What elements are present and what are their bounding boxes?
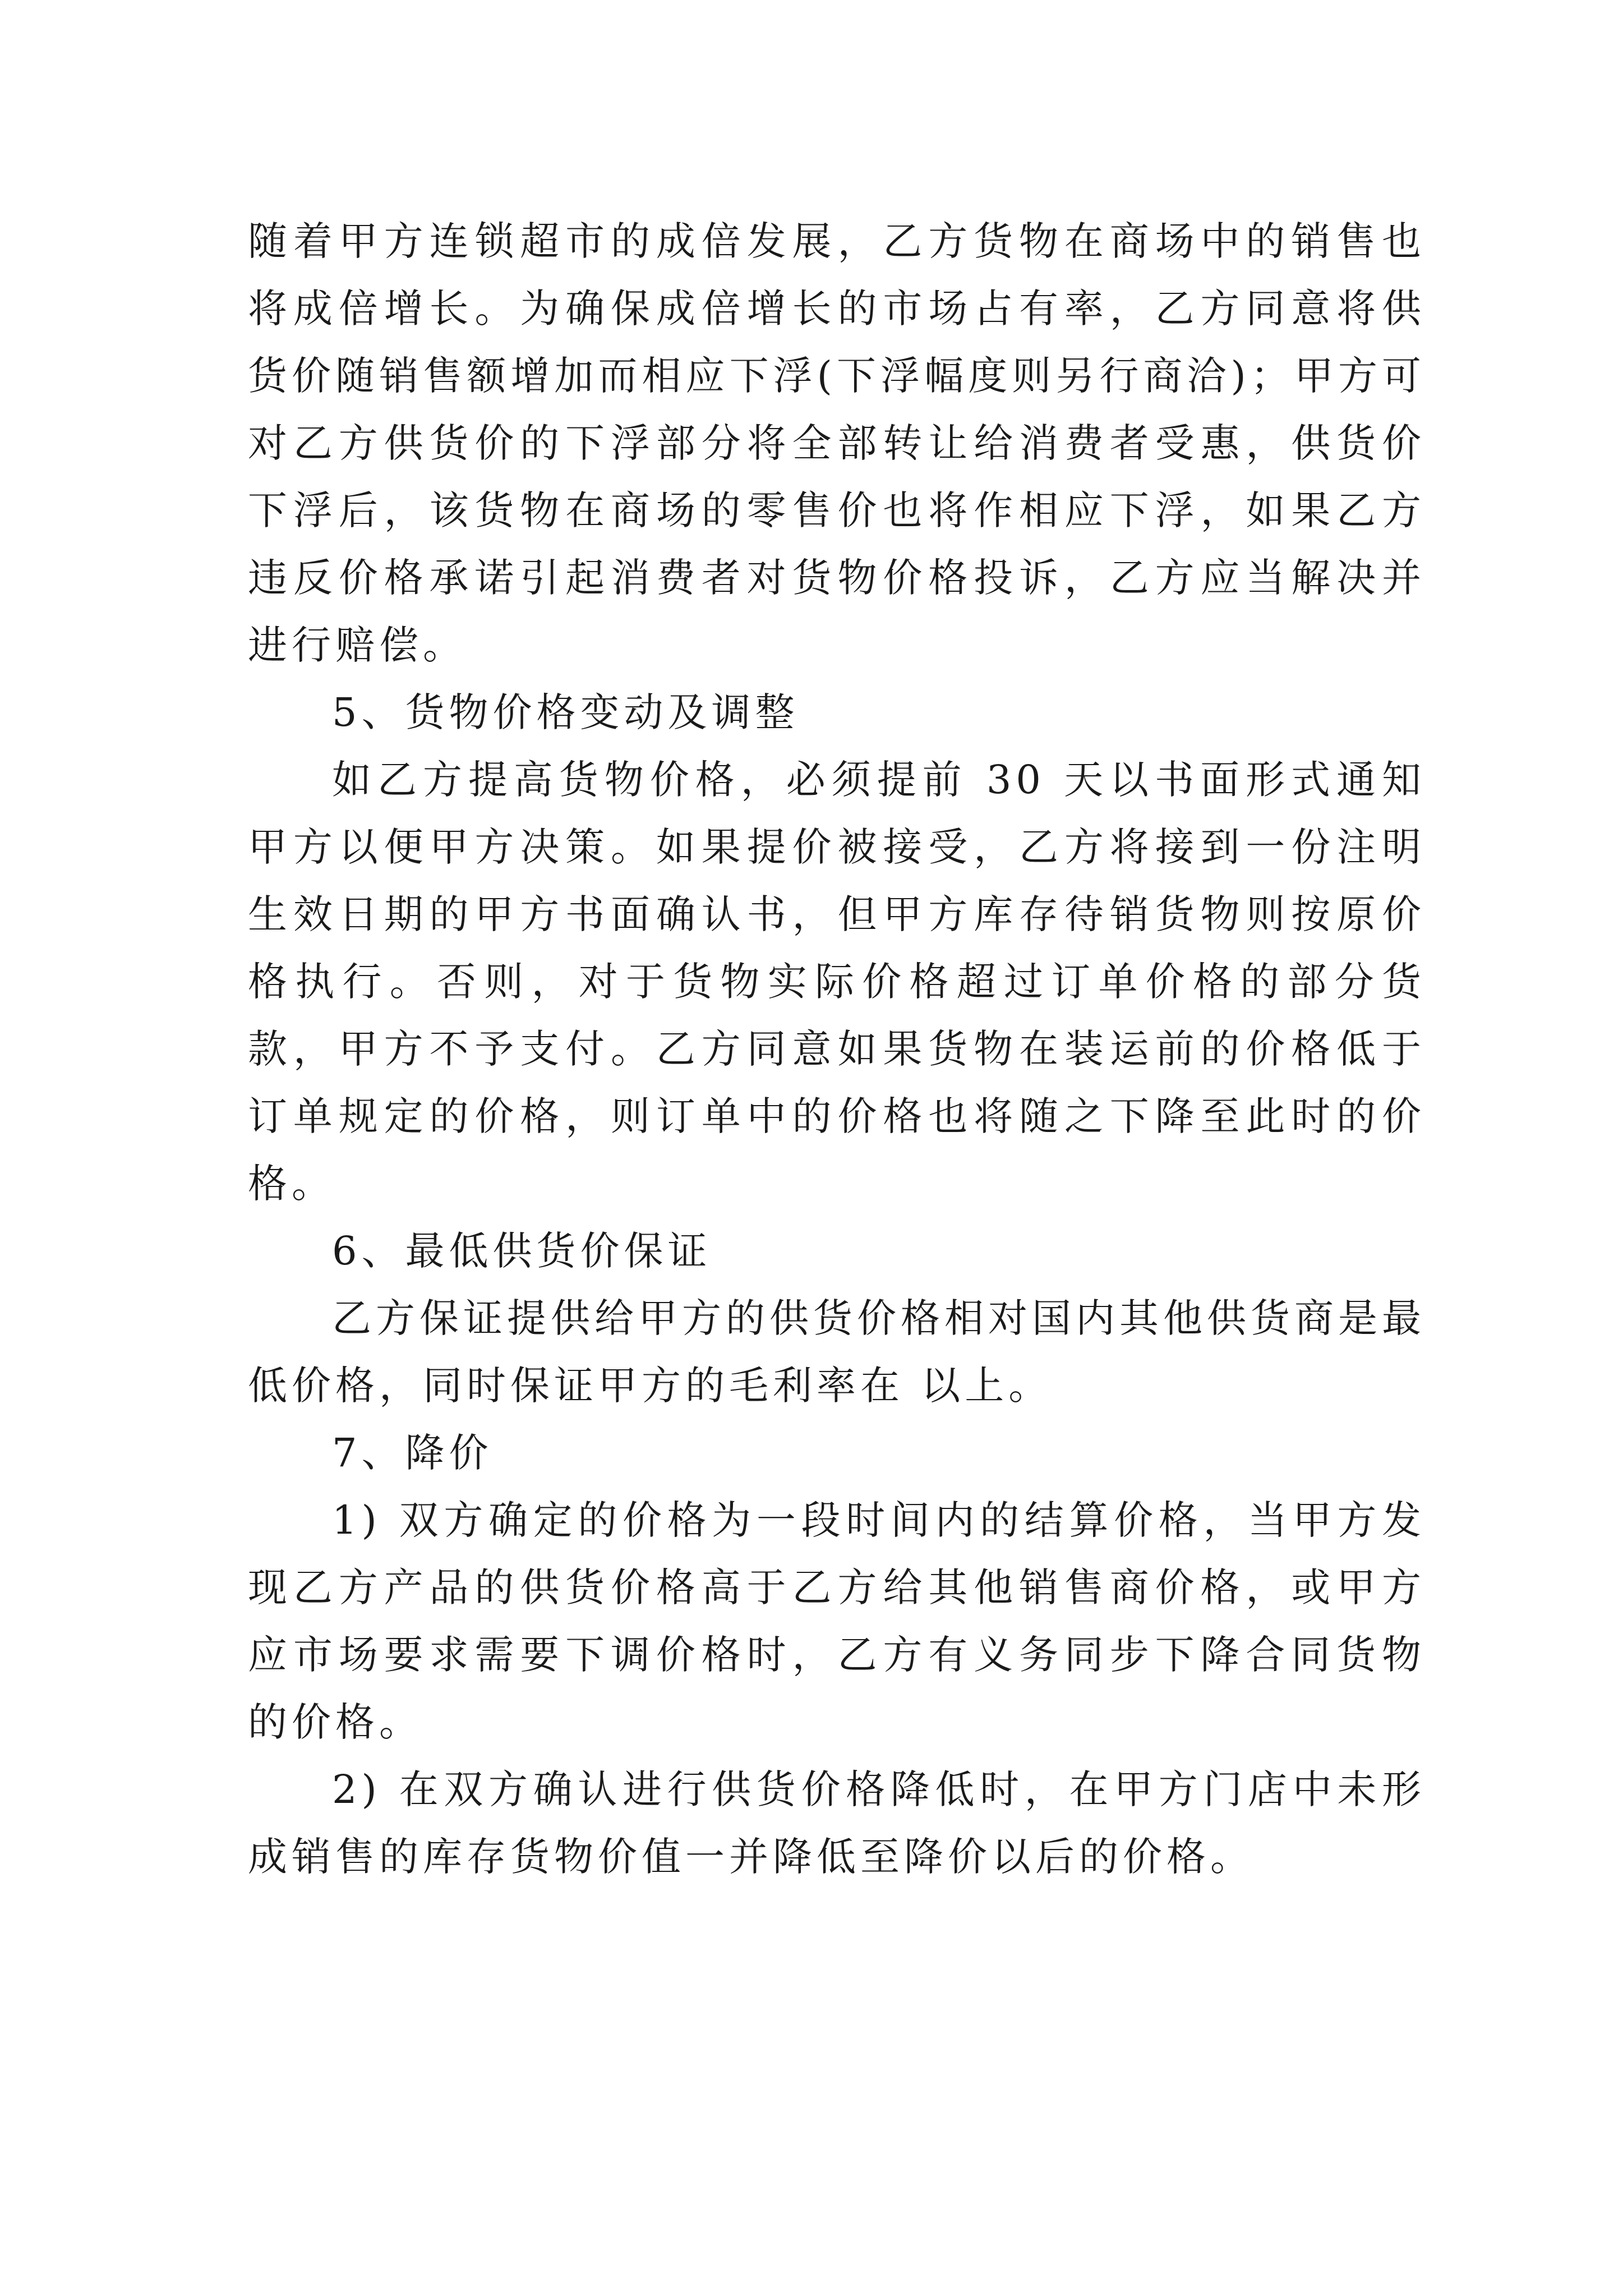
section-heading-7: 7、降价 (332, 1430, 493, 1476)
paragraph-lowest-price: 乙方保证提供给甲方的供货价格相对国内其他供货商是最低价格，同时保证甲方的毛利率在 以上。 (248, 1295, 1426, 1409)
paragraph-price-cut-2: 2) 在双方确认进行供货价格降低时，在甲方门店中未形成销售的库存货物价值一并降低至降价以后的价格。 (248, 1766, 1426, 1880)
paragraph-price-change: 如乙方提高货物价格，必须提前 30 天以书面形式通知甲方以便甲方决策。如果提价被接受，乙方将接到一份注明生效日期的甲方书面确认书，但甲方库存待销货物则按原价格执行。否则，对于货物实际价格超过订单价格的部分货款，甲方不予支付。乙方同意如果货物在装运前的价格低于订单规定的价格，则订单中的价格也将随之下降至此时的价格。 (248, 757, 1426, 1207)
paragraph-price-cut-1: 1) 双方确定的价格为一段时间内的结算价格，当甲方发现乙方产品的供货价格高于乙方给其他销售商价格，或甲方应市场要求需要下调价格时，乙方有义务同步下降合同货物的价格。 (248, 1497, 1426, 1745)
document-body (248, 208, 1426, 1890)
paragraph-price-reduction-growth: 随着甲方连锁超市的成倍发展，乙方货物在商场中的销售也将成倍增长。为确保成倍增长的市场占有率，乙方同意将供货价随销售额增加而相应下浮(下浮幅度则另行商洽)；甲方可对乙方供货价的下浮部分将全部转让给消费者受惠，供货价下浮后，该货物在商场的零售价也将作相应下浮，如果乙方违反价格承诺引起消费者对货物价格投诉，乙方应当解决并进行赔偿。 (248, 218, 1426, 668)
section-heading-5: 5、货物价格变动及调整 (332, 689, 799, 735)
section-heading-6: 6、最低供货价保证 (332, 1228, 712, 1274)
